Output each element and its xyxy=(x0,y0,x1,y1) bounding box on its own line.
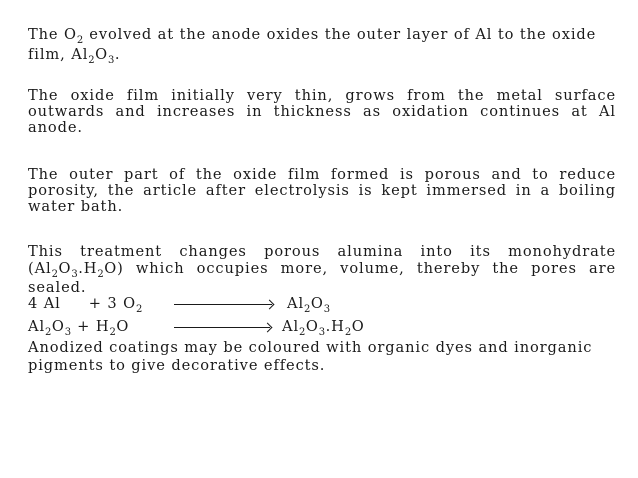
paragraph-treatment: This treatment changes porous alumina into its monohydrate $(Al_2O_3.H_2O)$ which occupies more, volume, thereby the pores are sealed. xyxy=(28,243,616,296)
paragraph-coloring xyxy=(28,339,616,375)
equation-product: $Al_2O_3$ xyxy=(287,295,331,315)
reaction-arrow-icon xyxy=(174,304,272,305)
paragraph-line: pigments to give decorative effects. xyxy=(28,357,326,374)
paragraph-porosity: The outer part of the oxide film formed is porous and to reduce porosity, the article after electrolysis is kept immersed in a boiling water bath. xyxy=(28,166,616,215)
paragraph-line: The $O_2$ evolved at the anode oxides the outer layer of Al to the oxide xyxy=(28,26,597,46)
equation-reactants: 4 Al + 3 $O_2$ xyxy=(28,295,143,315)
equation-product: $Al_2O_3.H_2O$ xyxy=(282,318,365,338)
equation-hydration xyxy=(28,318,628,338)
equation-oxidation xyxy=(28,295,628,315)
paragraph-oxide-growth: The oxide film initially very thin, grows from the metal surface outwards and increases in thickness as oxidation continues at Al anode. xyxy=(28,87,616,136)
equation-reactants: $Al_2O_3 + H_2O$ xyxy=(28,318,130,338)
paragraph-line: Anodized coatings may be coloured with organic dyes and inorganic xyxy=(28,339,593,356)
paragraph-line: film, $Al_2O_3$. xyxy=(28,46,121,66)
paragraph-oxygen-anode xyxy=(28,26,616,66)
reaction-arrow-icon xyxy=(174,327,270,328)
